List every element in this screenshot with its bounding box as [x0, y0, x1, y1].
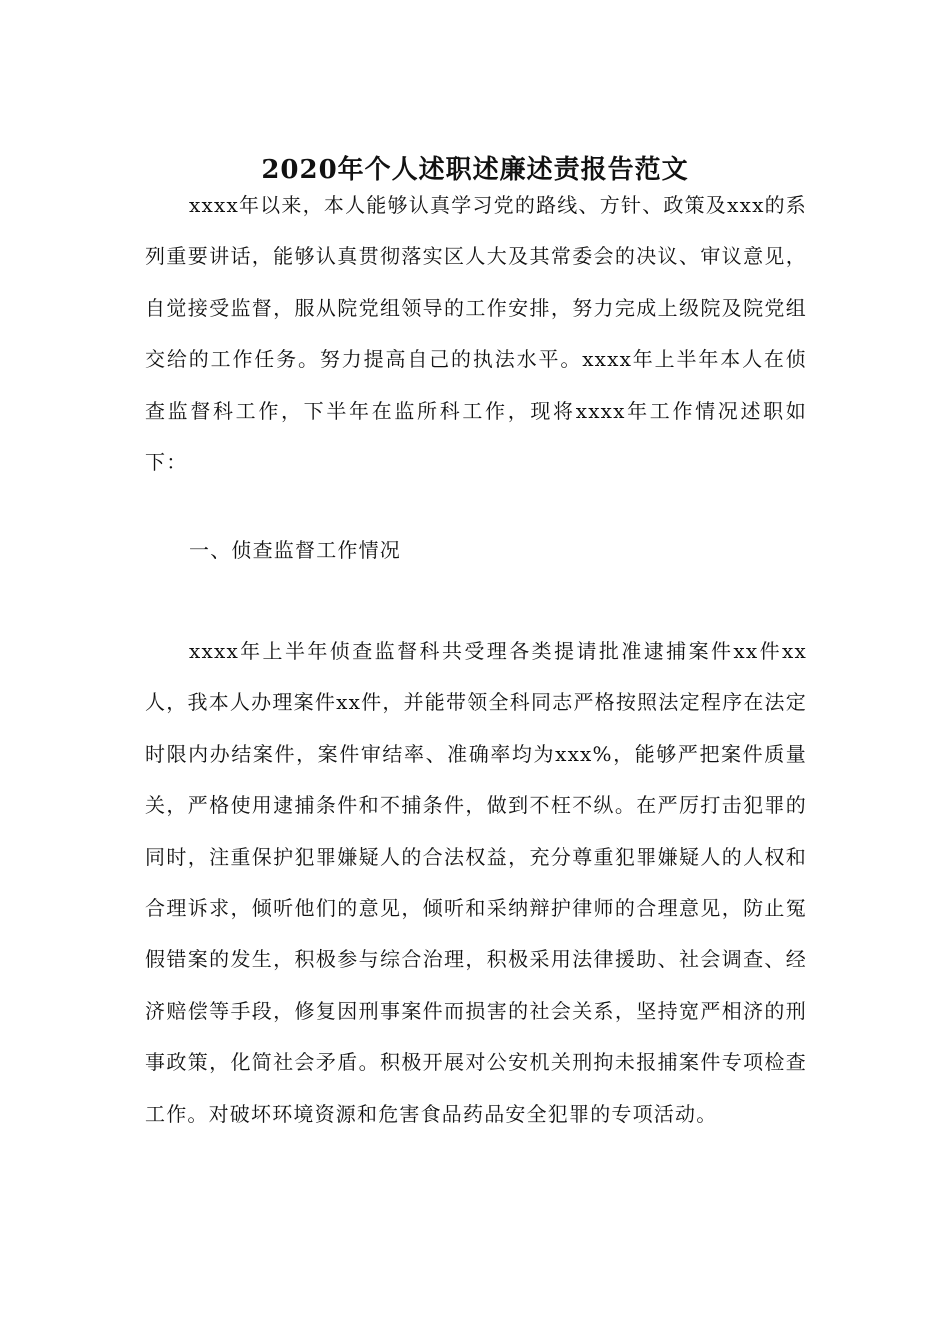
section-heading: 一、侦查监督工作情况: [189, 538, 401, 562]
section-paragraph: xxxx年上半年侦查监督科共受理各类提请批准逮捕案件xx件xx人，我本人办理案件xx件，并能带领全科同志严格按照法定程序在法定时限内办结案件，案件审结率、准确率均为xxx%，能够严把案件质量关，严格使用逮捕条件和不捕条件，做到不枉不纵。在严厉打击犯罪的同时，注重保护犯罪嫌疑人的合法权益，充分尊重犯罪嫌疑人的人权和合理诉求，倾听他们的意见，倾听和采纳辩护律师的合理意见，防止冤假错案的发生，积极参与综合治理，积极采用法律援助、社会调查、经济赔偿等手段，修复因刑事案件而损害的社会关系，坚持宽严相济的刑事政策，化简社会矛盾。积极开展对公安机关刑拘未报捕案件专项检查工作。对破坏环境资源和危害食品药品安全犯罪的专项活动。: [145, 639, 807, 1126]
document-title: 2020年个人述职述廉述责报告范文: [261, 155, 689, 186]
intro-paragraph: xxxx年以来，本人能够认真学习党的路线、方针、政策及xxx的系列重要讲话，能够认真贯彻落实区人大及其常委会的决议、审议意见，自觉接受监督，服从院党组领导的工作安排，努力完成上级院及院党组交给的工作任务。努力提高自己的执法水平。xxxx年上半年本人在侦查监督科工作，下半年在监所科工作，现将xxxx年工作情况述职如下：: [145, 193, 807, 475]
